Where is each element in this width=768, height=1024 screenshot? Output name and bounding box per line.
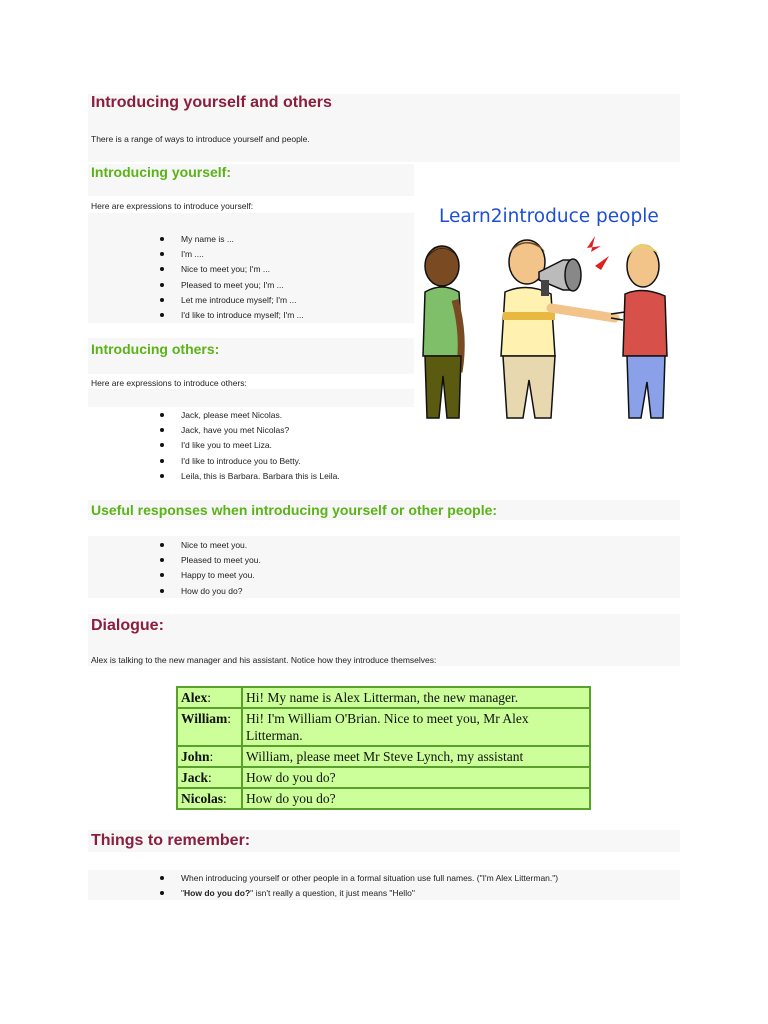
line-cell: Hi! My name is Alex Litterman, the new manager. bbox=[242, 687, 590, 708]
section-lead-dialogue: Alex is talking to the new manager and his assistant. Notice how they introduce themselves: bbox=[91, 655, 437, 665]
table-row bbox=[177, 708, 590, 746]
line-cell: Hi! I'm William O'Brian. Nice to meet you, Mr Alex Litterman. bbox=[242, 708, 590, 746]
list-item: Pleased to meet you; I'm ... bbox=[160, 278, 304, 293]
table-row bbox=[177, 687, 590, 708]
section-lead-yourself: Here are expressions to introduce yourself: bbox=[91, 201, 254, 211]
section-heading-yourself: Introducing yourself: bbox=[91, 164, 231, 180]
list-item: Leila, this is Barbara. Barbara this is Leila. bbox=[160, 469, 340, 484]
list-item: I'd like to introduce myself; I'm ... bbox=[160, 308, 304, 323]
speaker-cell: Jack: bbox=[177, 767, 242, 788]
line-cell: How do you do? bbox=[242, 788, 590, 809]
list-item: I'd like you to meet Liza. bbox=[160, 438, 340, 453]
introduce-people-illustration bbox=[415, 196, 680, 422]
list-responses bbox=[160, 538, 261, 599]
section-heading-remember: Things to remember: bbox=[91, 832, 251, 849]
line-cell: How do you do? bbox=[242, 767, 590, 788]
section-band bbox=[88, 389, 414, 407]
list-item: Nice to meet you; I'm ... bbox=[160, 262, 304, 277]
list-item: My name is ... bbox=[160, 232, 304, 247]
list-item: Nice to meet you. bbox=[160, 538, 261, 553]
list-item: I'd like to introduce you to Betty. bbox=[160, 454, 340, 469]
speaker-cell: Alex: bbox=[177, 687, 242, 708]
list-item: Pleased to meet you. bbox=[160, 553, 261, 568]
dialogue-table bbox=[176, 686, 591, 810]
list-remember bbox=[160, 871, 558, 901]
list-item: "How do you do?" isn't really a question, it just means "Hello" bbox=[160, 886, 558, 901]
section-heading-dialogue: Dialogue: bbox=[91, 617, 164, 634]
speaker-cell: Nicolas: bbox=[177, 788, 242, 809]
list-others bbox=[160, 408, 340, 484]
person-left bbox=[423, 246, 463, 418]
list-item: When introducing yourself or other people in a formal situation use full names. ("I'm Alex Litterman.") bbox=[160, 871, 558, 886]
list-yourself bbox=[160, 232, 304, 323]
person-right bbox=[623, 244, 667, 418]
table-row bbox=[177, 767, 590, 788]
table-row bbox=[177, 746, 590, 767]
speaker-cell: John: bbox=[177, 746, 242, 767]
list-item: I'm .... bbox=[160, 247, 304, 262]
section-band bbox=[88, 213, 414, 231]
table-row bbox=[177, 788, 590, 809]
list-item: Let me introduce myself; I'm ... bbox=[160, 293, 304, 308]
section-heading-others: Introducing others: bbox=[91, 341, 220, 357]
person-middle bbox=[501, 236, 625, 418]
list-item: Jack, have you met Nicolas? bbox=[160, 423, 340, 438]
line-cell: William, please meet Mr Steve Lynch, my assistant bbox=[242, 746, 590, 767]
section-heading-responses: Useful responses when introducing yourself or other people: bbox=[91, 502, 498, 518]
section-lead-others: Here are expressions to introduce others: bbox=[91, 378, 247, 388]
intro-text: There is a range of ways to introduce yourself and people. bbox=[91, 134, 310, 144]
list-item: Jack, please meet Nicolas. bbox=[160, 408, 340, 423]
page-title: Introducing yourself and others bbox=[91, 94, 332, 111]
illustration-caption: Learn2introduce people bbox=[439, 206, 659, 227]
list-item: Happy to meet you. bbox=[160, 568, 261, 583]
three-people-megaphone-icon bbox=[415, 196, 680, 422]
list-item: How do you do? bbox=[160, 584, 261, 599]
speaker-cell: William: bbox=[177, 708, 242, 746]
